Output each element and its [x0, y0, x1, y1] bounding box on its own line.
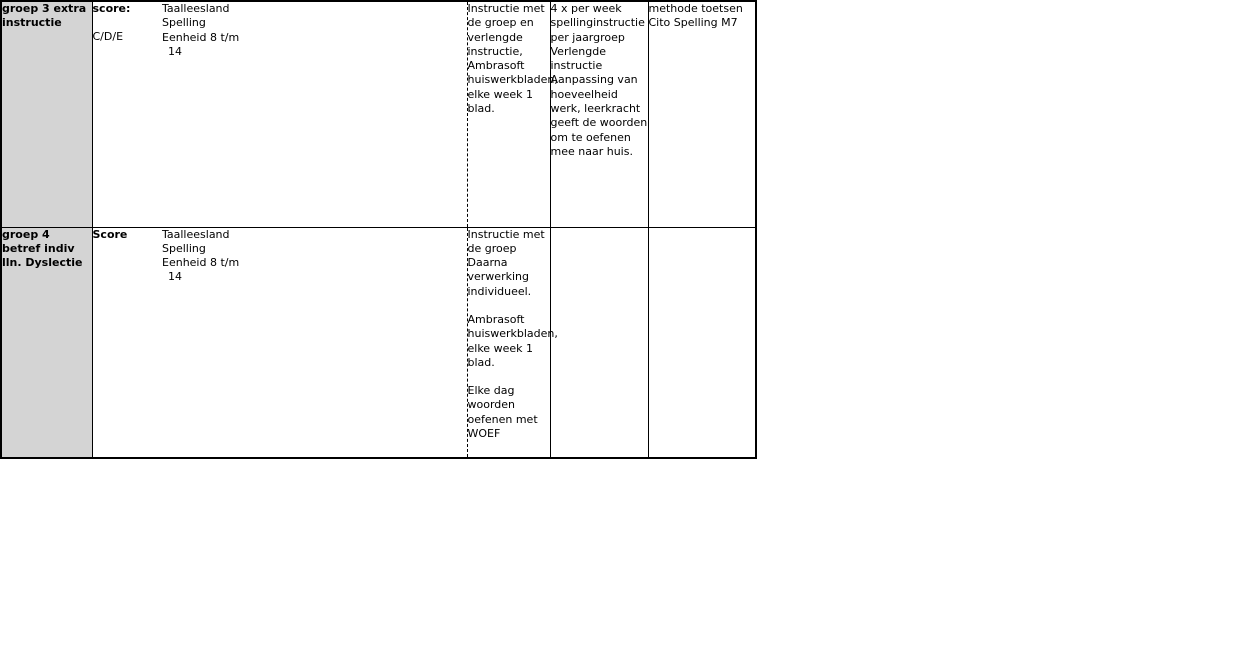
methode-line4-2: 14 [168, 270, 182, 284]
cell-evaluatie-2 [648, 227, 756, 458]
methode-line3-1: Eenheid 8 t/m [162, 30, 240, 44]
score-label-1: score: [92, 2, 131, 15]
table-row [1, 1, 756, 227]
organisatie-text-1: 4 x per week spellinginstructie per jaargroep Verlengde instructie Aanpassing van hoeveelheid werk, leerkracht geeft de woorden om te oefenen mee naar huis. [550, 2, 648, 158]
groep-label-1: groep 3 extra instructie [2, 2, 87, 30]
cell-groep-1 [1, 1, 92, 227]
cell-methode-2 [162, 227, 467, 458]
cell-organisatie-2 [550, 227, 648, 458]
instructie-para-3: Elke dag woorden oefenen met WOEF [467, 384, 538, 441]
instructie-text-1: Instructie met de groep en verlengde instructie, Ambrasoft huiswerkbladen, elke week 1 blad. [467, 2, 558, 116]
methode-line3-2: Eenheid 8 t/m [162, 256, 240, 270]
instructie-para-2: Ambrasoft huiswerkbladen, elke week 1 blad. [467, 312, 558, 369]
cell-evaluatie-1 [648, 1, 756, 227]
score-label-2: Score [92, 227, 128, 241]
cell-score-1 [92, 1, 162, 227]
instruction-plan-table [0, 0, 757, 459]
cell-score-2 [92, 227, 162, 458]
groep-label-2: groep 4 betref indiv lln. Dyslectie [2, 227, 83, 270]
methode-title-2: Taalleesland [162, 227, 230, 241]
cell-methode-1 [162, 1, 467, 227]
table-row [1, 227, 756, 458]
cell-instructie-1 [467, 1, 558, 227]
methode-line2-1: Spelling [162, 16, 206, 30]
cell-groep-2 [1, 227, 92, 458]
methode-line4-1: 14 [168, 44, 182, 58]
evaluatie-text-1: methode toetsen Cito Spelling M7 [648, 2, 743, 30]
methode-title-1: Taalleesland [162, 2, 230, 15]
score-value-1: C/D/E [92, 30, 124, 44]
instructie-para-1: Instructie met de groep Daarna verwerking individueel. [467, 227, 545, 298]
methode-line2-2: Spelling [162, 241, 206, 255]
cell-instructie-2 [467, 227, 558, 458]
cell-organisatie-1 [550, 1, 648, 227]
